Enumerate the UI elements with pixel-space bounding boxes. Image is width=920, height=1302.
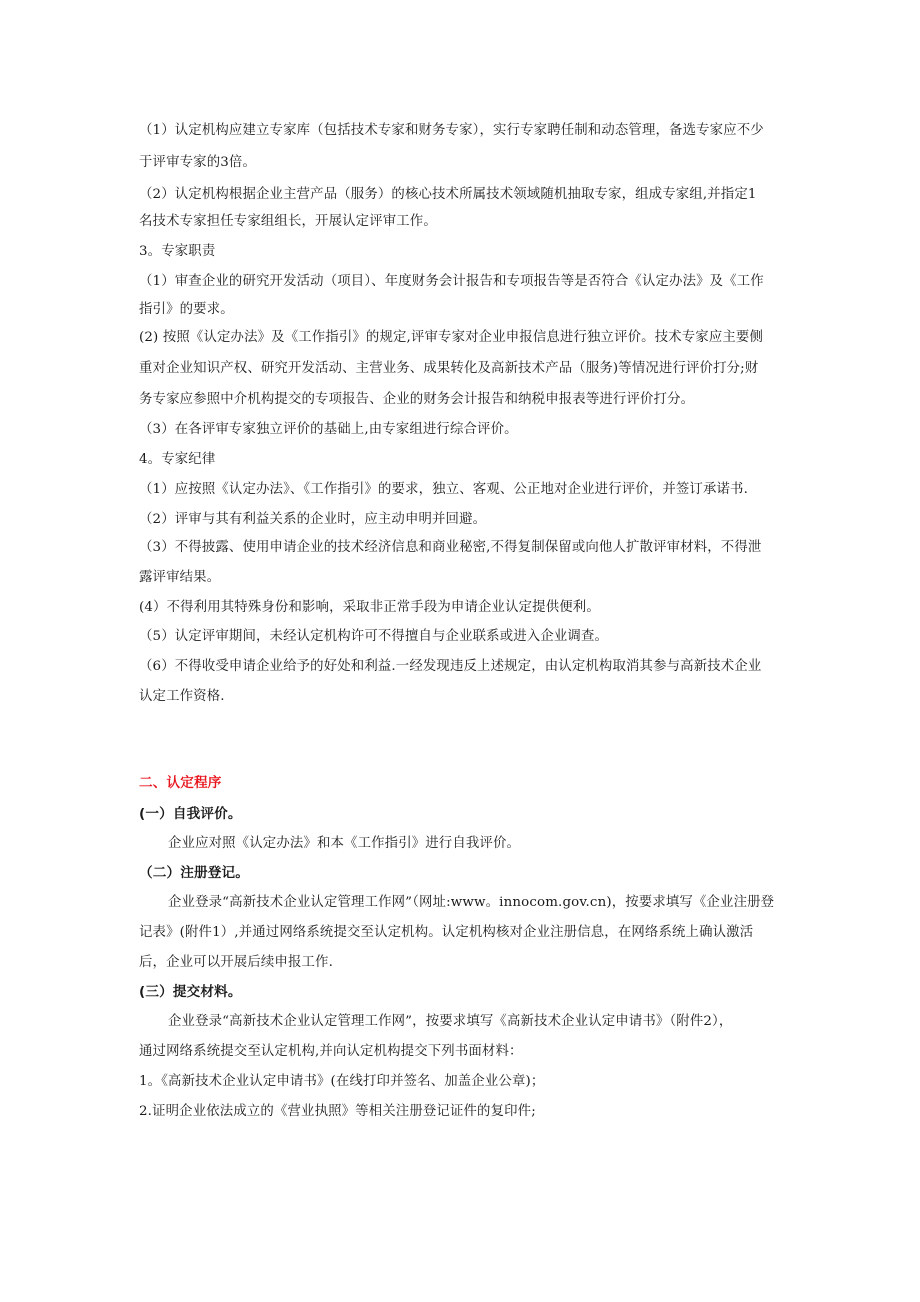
text-line: （2）认定机构根据企业主营产品（服务）的核心技术所属技术领域随机抽取专家，组成专家组,并指定1 xyxy=(139,187,757,202)
list-item: 1。《高新技术企业认定申请书》(在线打印并签名、加盖企业公章)； xyxy=(139,1074,545,1089)
subsection-title-submit-materials: (三）提交材料。 xyxy=(139,984,242,1000)
text-line: （1）认定机构应建立专家库（包括技术专家和财务专家），实行专家聘任制和动态管理，备选专家应不少 xyxy=(139,123,764,138)
text-line: （1）审查企业的研究开发活动（项目）、年度财务会计报告和专项报告等是否符合《认定办法》及《工作 xyxy=(139,274,764,289)
text-line: 企业登录“高新技术企业认定管理工作网”，按要求填写《高新技术企业认定申请书》（附件2）， xyxy=(168,1014,733,1029)
text-line: 露评审结果。 xyxy=(139,570,221,585)
subsection-title-registration: （二）注册登记。 xyxy=(139,865,249,881)
text-line: （6）不得收受申请企业给予的好处和利益.一经发现违反上述规定，由认定机构取消其参与高新技术企业 xyxy=(139,659,762,674)
text-line: （3）不得披露、使用申请企业的技术经济信息和商业秘密,不得复制保留或向他人扩散评审材料，不得泄 xyxy=(139,540,762,555)
text-line: 重对企业知识产权、研究开发活动、主营业务、成果转化及高新技术产品（服务)等情况进行评价打分;财 xyxy=(139,361,759,376)
text-line: 名技术专家担任专家组组长，开展认定评审工作。 xyxy=(139,214,437,229)
subheading-expert-discipline: 4。专家纪律 xyxy=(139,452,216,467)
text-line: (4）不得利用其特殊身份和影响，采取非正常手段为申请企业认定提供便利。 xyxy=(139,600,600,615)
subsection-title-self-evaluation: (一）自我评价。 xyxy=(139,806,242,822)
subheading-expert-duties: 3。专家职责 xyxy=(139,244,216,259)
text-line: 记表》(附件1）,并通过网络系统提交至认定机构。认定机构核对企业注册信息，在网络系统上确认激活 xyxy=(139,925,754,940)
text-line: 于评审专家的3倍。 xyxy=(139,155,256,170)
text-line: （1）应按照《认定办法》、《工作指引》的要求，独立、客观、公正地对企业进行评价，并签订承诺书. xyxy=(139,482,749,497)
text-line: (2) 按照《认定办法》及《工作指引》的规定,评审专家对企业申报信息进行独立评价。技术专家应主要侧 xyxy=(139,330,764,345)
text-line: 指引》的要求。 xyxy=(139,302,234,317)
text-line: 认定工作资格. xyxy=(139,689,225,704)
text-line: 后，企业可以开展后续申报工作. xyxy=(139,955,333,970)
text-line: 通过网络系统提交至认定机构,并向认定机构提交下列书面材料： xyxy=(139,1044,523,1059)
text-line: （5）认定评审期间，未经认定机构许可不得擅自与企业联系或进入企业调查。 xyxy=(139,629,609,644)
section-title: 二、认定程序 xyxy=(139,775,222,791)
text-line: 企业登录“高新技术企业认定管理工作网”（网址:www。innocom.gov.cn)，按要求填写《企业注册登 xyxy=(168,895,775,910)
text-line: （3）在各评审专家独立评价的基础上,由专家组进行综合评价。 xyxy=(139,422,518,437)
text-line: （2）评审与其有利益关系的企业时，应主动申明并回避。 xyxy=(139,512,487,527)
text-line: 企业应对照《认定办法》和本《工作指引》进行自我评价。 xyxy=(168,836,521,851)
list-item: 2.证明企业依法成立的《营业执照》等相关注册登记证件的复印件; xyxy=(139,1104,536,1119)
text-line: 务专家应参照中介机构提交的专项报告、企业的财务会计报告和纳税申报表等进行评价打分。 xyxy=(139,392,695,407)
